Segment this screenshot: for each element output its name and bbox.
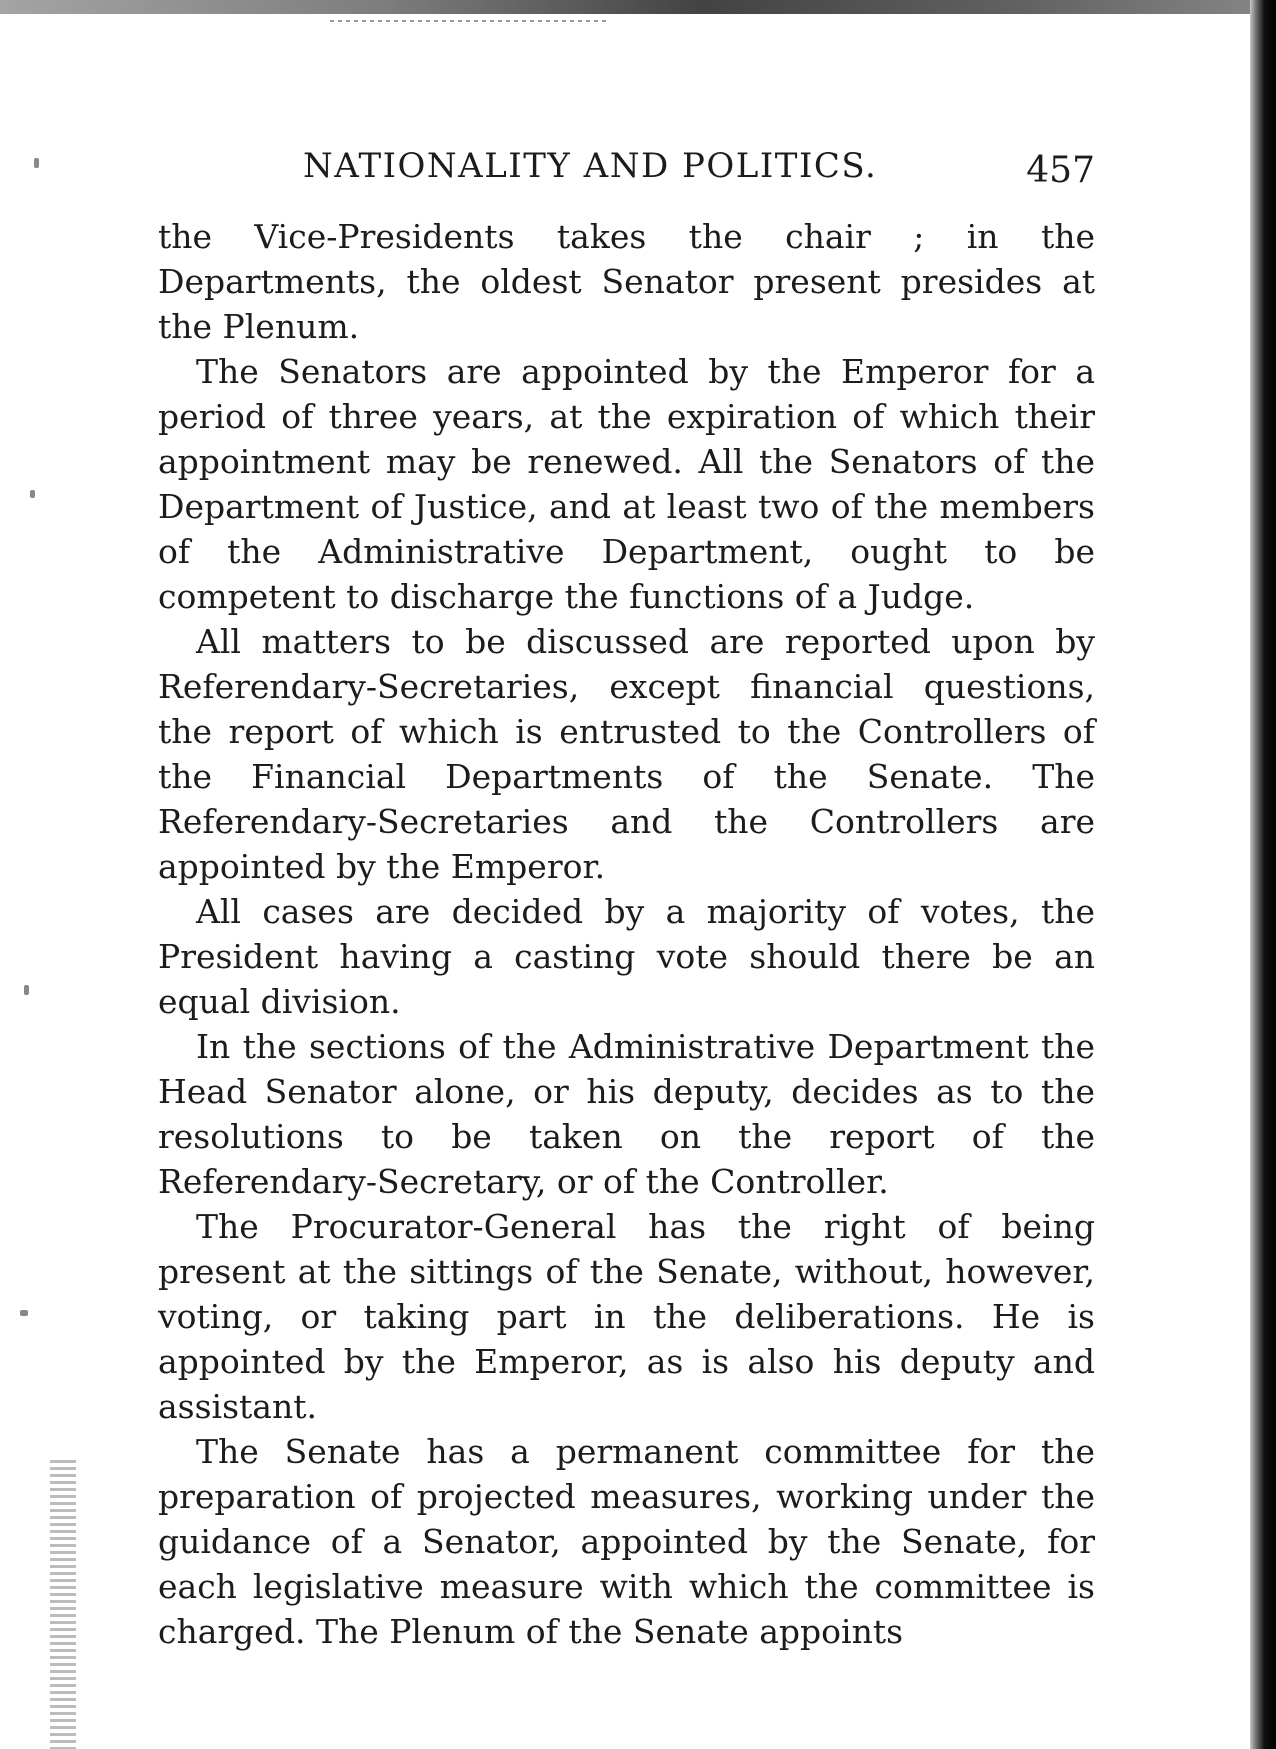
- paragraph: All matters to be discussed are reported upon by Referendary-Secretaries, except financial questions, the report of which is entrusted to the Controllers of the Financial Departments of the Senate. The Referendary-Secretaries and the Controllers are appointed by the Emperor.: [158, 622, 1095, 886]
- scan-top-rule: [330, 20, 610, 22]
- margin-speck: [24, 985, 29, 995]
- scan-right-edge: [1250, 0, 1276, 1749]
- scan-left-gutter: [50, 1460, 76, 1749]
- paragraph: The Procurator-General has the right of being present at the sittings of the Senate, without, however, voting, or taking part in the deliberations. He is appointed by the Emperor, as is also his deputy and assistant.: [158, 1207, 1095, 1426]
- margin-speck: [30, 490, 35, 498]
- paragraph: All cases are decided by a majority of votes, the President having a casting vote should there be an equal division.: [158, 892, 1095, 1021]
- scan-top-edge: [0, 0, 1276, 14]
- running-header: [155, 146, 1095, 206]
- margin-speck: [34, 158, 39, 168]
- running-title: NATIONALITY AND POLITICS.: [303, 146, 878, 186]
- paragraph: The Senators are appointed by the Emperor for a period of three years, at the expiration of which their appointment may be renewed. All the Senators of the Department of Justice, and at least two of the members of the Administrative Department, ought to be competent to discharge the functions of a Judge.: [158, 352, 1095, 616]
- page-number: 457: [1026, 150, 1095, 191]
- paragraph: the Vice-Presidents takes the chair ; in the Departments, the oldest Senator present presides at the Plenum.: [158, 217, 1095, 346]
- body-text: [158, 214, 1095, 1654]
- paragraph: The Senate has a permanent committee for the preparation of projected measures, working under the guidance of a Senator, appointed by the Senate, for each legislative measure with which the committee is charged. The Plenum of the Senate appoints: [158, 1432, 1095, 1651]
- margin-speck: [20, 1310, 28, 1316]
- paragraph: In the sections of the Administrative Department the Head Senator alone, or his deputy, decides as to the resolutions to be taken on the report of the Referendary-Secretary, or of the Controller.: [158, 1027, 1095, 1201]
